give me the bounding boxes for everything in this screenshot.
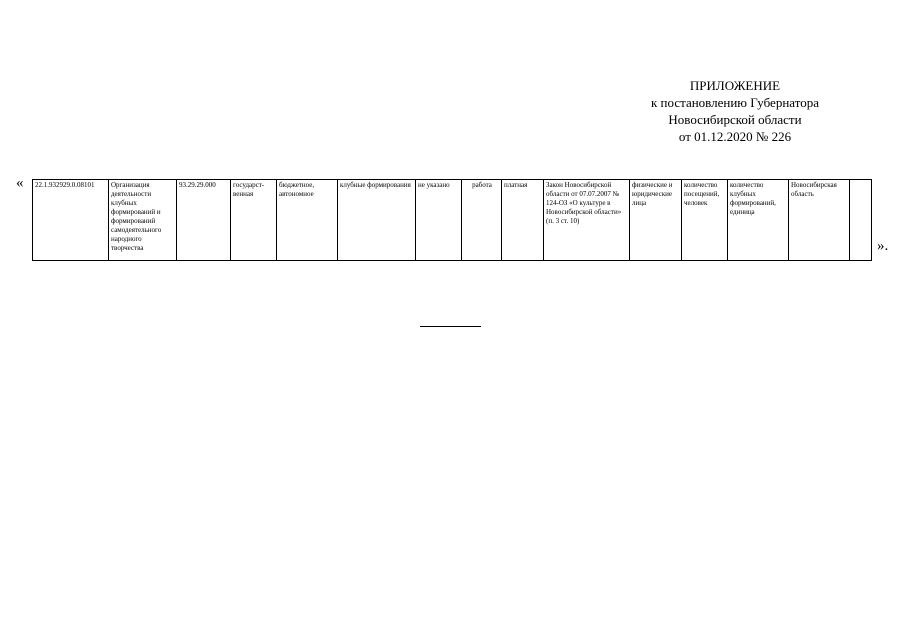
okved-code-cell: 93.29.29.000 — [177, 180, 231, 261]
registry-table — [32, 179, 872, 261]
extra-cell — [850, 180, 872, 261]
opening-quote: « — [16, 175, 24, 191]
indicator-clubs-cell: количество клубных формирований, единица — [728, 180, 789, 261]
table-row — [33, 180, 872, 261]
territory-cell: Новосибирская область — [789, 180, 850, 261]
kind-cell: работа — [462, 180, 502, 261]
ownership-type-cell: государст-венная — [231, 180, 277, 261]
institution-type-cell: бюджетное, автономное — [277, 180, 338, 261]
separator-line — [420, 326, 481, 327]
appendix-date-number: от 01.12.2020 № 226 — [678, 129, 792, 144]
consumers-cell: физические и юридические лица — [630, 180, 682, 261]
content-cell: клубные формирования — [338, 180, 416, 261]
appendix-header — [600, 77, 870, 145]
appendix-resolution-line: к постановлению Губернатора — [650, 95, 820, 110]
indicator-visits-cell: количество посещений, человек — [682, 180, 728, 261]
condition-cell: не указано — [416, 180, 462, 261]
payment-cell: платная — [502, 180, 544, 261]
appendix-title: ПРИЛОЖЕНИЕ — [689, 78, 781, 93]
service-code-cell: 22.1.932929.0.08101 — [33, 180, 109, 261]
closing-quote: ». — [877, 238, 889, 254]
appendix-region-line: Новосибирской области — [668, 112, 802, 127]
service-name-cell: Организация деятельности клубных формирований и формирований самодеятельного народного творчества — [109, 180, 177, 261]
legal-basis-cell: Закон Новосибирской области от 07.07.2007 № 124-ОЗ «О культуре в Новосибирской области» (п. 3 ст. 10) — [544, 180, 630, 261]
